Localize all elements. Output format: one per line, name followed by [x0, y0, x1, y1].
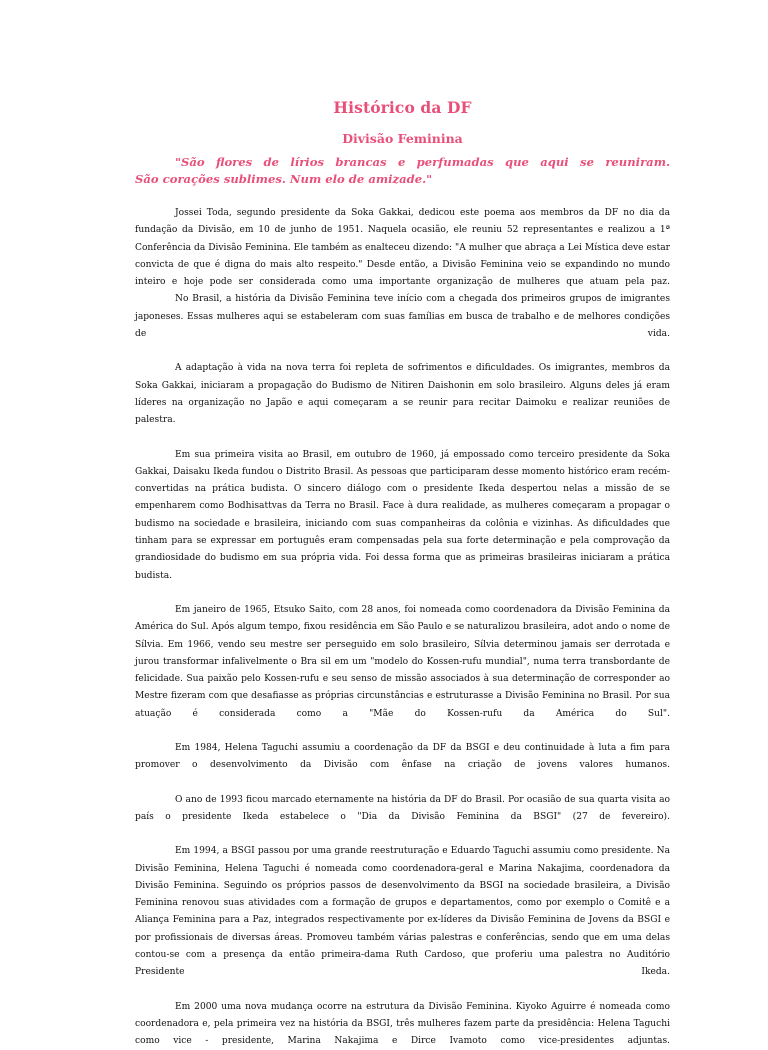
- paragraph-4: Em sua primeira visita ao Brasil, em outubro de 1960, já empossado como terceiro presidente da Soka Gakkai, Daisaku Ikeda fundou o Distrito Brasil. As pessoas que participaram desse momento histórico eram recém-convertidas na prática budista. O sincero diálogo com o presidente Ikeda despertou nelas a missão de se empenharem como Bodhisattvas da Terra no Brasil. Face à dura realidade, as mulheres começaram a propagar o budismo na sociedade e brasileira, iniciando com suas companheiras da colônia e vizinhas. As dificuldades que tinham para se expressar em português eram compensadas pela sua forte determinação e pela comprovação da grandiosidade do budismo em sua própria vida. Foi dessa forma que as primeiras brasileiras iniciaram a prática budista.: [135, 449, 670, 581]
- spacer: [135, 775, 670, 792]
- spacer: [135, 430, 670, 447]
- paragraph-6: Em 1984, Helena Taguchi assumiu a coordenação da DF da BSGI e deu continuidade à luta a fim para promover o desenvolvimento da Divisão com ênfase na criação de jovens valores humanos.: [135, 743, 670, 771]
- paragraph-8: Em 1994, a BSGI passou por uma grande reestruturação e Eduardo Taguchi assumiu como presidente. Na Divisão Feminina, Helena Taguchi é nomeada como coordenadora-geral e Marina Nakajima, coordenadora da Divisão Feminina. Seguindo os próprios passos de desenvolvimento da BSGI na sociedade brasileira, a Divisão Feminina renovou suas atividades com a formação de grupos e departamentos, como por exemplo o Comitê e a Aliança Feminina para a Paz, integrados respectivamente por ex-líderes da Divisão Feminina de Jovens da BSGI e por profissionais de diversas áreas. Promoveu também várias palestras e conferências, sendo que em uma delas contou-se com a presença da então primeira-dama Ruth Cardoso, que proferiu uma palestra no Auditório Presidente Ikeda.: [135, 846, 670, 978]
- quote-line-1: "São flores de lírios brancas e perfumadas que aqui se reuniram.: [175, 155, 670, 169]
- spacer: [135, 826, 670, 843]
- spacer: [135, 188, 670, 205]
- spacer: [135, 982, 670, 999]
- quote-line-2: São corações sublimes. Num elo de amizade.": [135, 172, 433, 186]
- page-title: Histórico da DF: [333, 98, 472, 117]
- paragraph-5: Em janeiro de 1965, Etsuko Saito, com 28 anos, foi nomeada como coordenadora da Divisão Feminina da América do Sul. Após algum tempo, fixou residência em São Paulo e se naturalizou brasileira, adot ando o nome de Sílvia. Em 1966, vendo seu mestre ser perseguido em solo brasileiro, Sílvia determinou jamais ser derrotada e jurou transformar infalivelmente o Bra sil em um "modelo do Kossen-rufu mundial", numa terra transbordante de felicidade. Sua paixão pelo Kossen-rufu e seu senso de missão associados à sua determinação de corresponder ao Mestre fizeram com que desafiasse as próprias circunstâncias e estruturasse a Divisão Feminina no Brasil. Por sua atuação é considerada como a "Mãe do Kossen-rufu da América do Sul".: [135, 604, 670, 719]
- paragraph-1: Jossei Toda, segundo presidente da Soka Gakkai, dedicou este poema aos membros da DF no dia da fundação da Divisão, em 10 de junho de 1951. Naquela ocasião, ele reuniu 52 representantes e realizou a 1ª Conferência da Divisão Feminina. Ele também as enalteceu dizendo: "A mulher que abraça a Lei Mística deve estar convicta de que é digna do mais alto respeito." Desde então, a Divisão Feminina veio se expandindo no mundo inteiro e hoje pode ser considerada como uma importante organização de mulheres que atuam pela paz.: [135, 208, 670, 288]
- spacer: [135, 723, 670, 740]
- paragraph-3: A adaptação à vida na nova terra foi repleta de sofrimentos e dificuldades. Os imigrantes, membros da Soka Gakkai, iniciaram a propagação do Budismo de Nitiren Daishonin em solo brasileiro. Alguns deles já eram líderes na organização no Japão e aqui começaram a se reunir para recitar Daimoku e realizar reuniões de palestra.: [135, 363, 670, 426]
- poem-quote: [135, 154, 670, 188]
- paragraph-7: O ano de 1993 ficou marcado eternamente na história da DF do Brasil. Por ocasião de sua quarta visita ao país o presidente Ikeda estabelece o "Dia da Divisão Feminina da BSGI" (27 de fevereiro).: [135, 794, 670, 822]
- paragraph-9: Em 2000 uma nova mudança ocorre na estrutura da Divisão Feminina. Kiyoko Aguirre é nomeada como coordenadora e, pela primeira vez na história da BSGI, três mulheres fazem parte da presidência: Helena Taguchi como vice - presidente, Marina Nakajima e Dirce Ivamoto como vice-presidentes adjuntas.: [135, 1001, 670, 1047]
- page-subtitle: Divisão Feminina: [342, 131, 463, 146]
- spacer: [135, 343, 670, 360]
- spacer: [135, 585, 670, 602]
- paragraph-2: No Brasil, a história da Divisão Feminina teve início com a chegada dos primeiros grupos de imigrantes japoneses. Essas mulheres aqui se estabeleram com suas famílias em busca de trabalho e de melhores condições de vida.: [135, 294, 670, 340]
- document-body: [135, 205, 670, 1050]
